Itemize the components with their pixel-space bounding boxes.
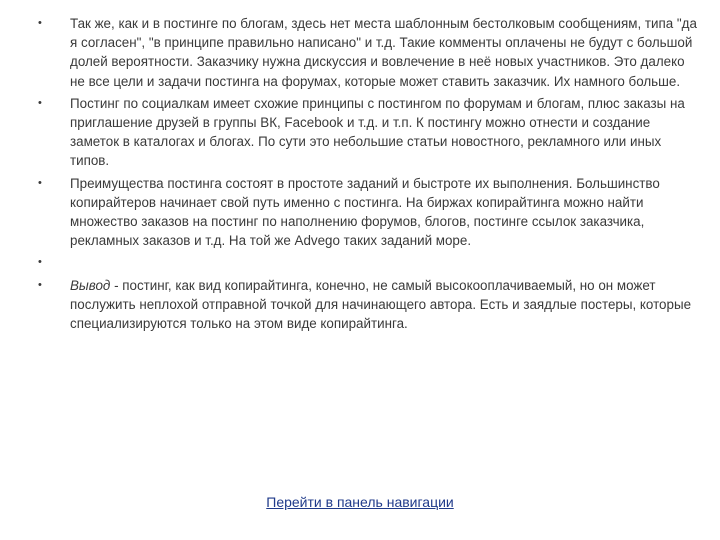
item-text: Постинг по социалкам имеет схожие принципы с постингом по форумам и блогам, плюс заказы на приглашение друзей в группы ВК, Facebook и т.д. и т.п. К постингу можно отнести и создание заметок в каталогах и блогах. По сути это небольшие статьи новостного, рекламного или иных типов. (70, 95, 685, 169)
bullet-icon: • (38, 256, 42, 269)
bullet-icon: • (38, 17, 42, 29)
list-item (38, 276, 702, 334)
bullet-icon: • (38, 176, 42, 189)
item-text: - постинг, как вид копирайтинга, конечно, не самый высокооплачиваемый, но он может послужить неплохой отправной точкой для начинающего автора. Есть и заядлые постеры, которые специализируются только на этом виде копирайтинга. (70, 277, 692, 332)
list-item (38, 14, 702, 91)
item-text: Так же, как и в постинге по блогам, здесь нет места шаблонным бестолковым сообщениям, типа "да я согласен", "в принципе правильно написано" и т.д. Такие комменты оплачены не будут с большой долей вероятности. Заказчику нужна дискуссия и вовлечение в неё новых участников. Это далеко не все цели и задачи постинга на форумах, которые может ставить заказчик. Их намного больше. (70, 16, 697, 89)
bullet-icon: • (38, 96, 42, 109)
bullet-list (38, 14, 702, 336)
bullet-icon: • (38, 278, 42, 291)
item-text: Преимущества постинга состоят в простоте заданий и быстроте их выполнения. Большинство копирайтеров начинает свой путь именно с постинга. На биржах копирайтинга можно найти множество заказов на постинг по наполнению форумов, блогов, постинге ссылок заказчика, рекламных заказов и т.д. На той же Advego таких заданий море. (70, 175, 660, 249)
navigation-panel-link[interactable]: Перейти в панель навигации (266, 494, 454, 510)
conclusion-lead: Вывод (70, 277, 111, 293)
list-item (38, 174, 702, 251)
list-item (38, 94, 702, 171)
list-item-empty (38, 253, 702, 272)
